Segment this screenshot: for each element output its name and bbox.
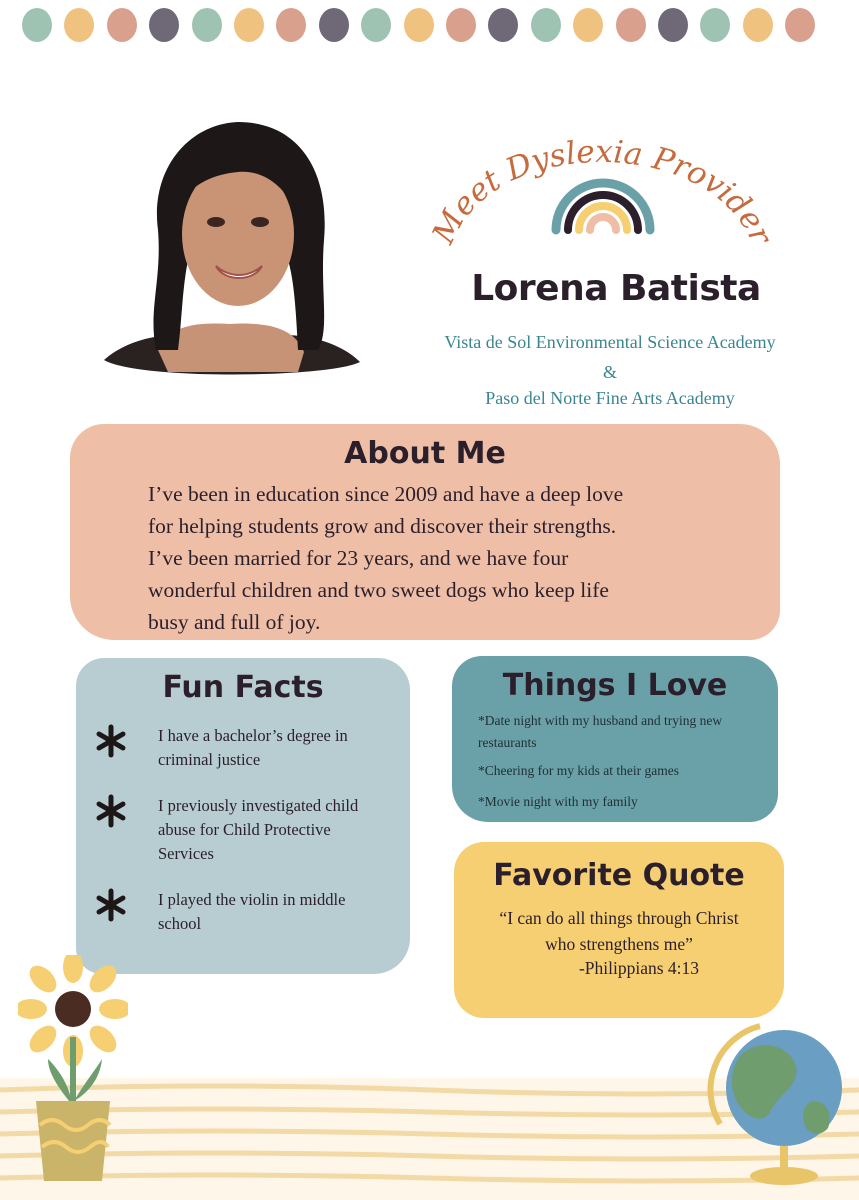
provider-name: Lorena Batista: [471, 268, 761, 309]
fun-fact-line: school: [158, 914, 202, 933]
asterisk-icon: [94, 794, 128, 828]
asterisk-icon: [94, 888, 128, 922]
decorative-dot: [149, 8, 179, 42]
decorative-dot: [64, 8, 94, 42]
school-2: Paso del Norte Fine Arts Academy: [485, 388, 735, 408]
about-line: I’ve been married for 23 years, and we have four: [148, 546, 569, 570]
decorative-dot: [488, 8, 518, 42]
decorative-dot: [22, 8, 52, 42]
quote-line: who strengthens me”: [545, 934, 693, 954]
about-me-text: [148, 478, 748, 638]
fun-fact-line: I previously investigated child: [158, 796, 359, 815]
decorative-dot: [404, 8, 434, 42]
sunflower-illustration: [18, 955, 128, 1185]
arc-title-text: Meet Dyslexia Provider: [425, 133, 780, 250]
decorative-dot: [107, 8, 137, 42]
decorative-dot: [192, 8, 222, 42]
about-line: wonderful children and two sweet dogs who keep life: [148, 578, 609, 602]
about-me-card: [70, 424, 780, 640]
love-line: *Date night with my husband and trying new: [478, 713, 723, 728]
fun-fact-line: Services: [158, 844, 214, 863]
decorative-dot-row: [22, 8, 842, 44]
decorative-dot: [234, 8, 264, 42]
love-item: [478, 791, 768, 813]
fun-fact-line: criminal justice: [158, 750, 261, 769]
love-line: restaurants: [478, 735, 537, 750]
fun-fact-text: [158, 794, 394, 866]
quote-citation: -Philippians 4:13: [578, 958, 700, 978]
love-item: [478, 760, 768, 782]
decorative-dot: [658, 8, 688, 42]
decorative-dot: [785, 8, 815, 42]
decorative-dot: [616, 8, 646, 42]
fun-fact-text: [158, 888, 394, 936]
decorative-dot: [319, 8, 349, 42]
about-line: for helping students grow and discover their strengths.: [148, 514, 617, 538]
quote-line: “I can do all things through Christ: [499, 908, 739, 928]
decorative-dot: [743, 8, 773, 42]
fun-fact-text: [158, 724, 394, 772]
school-ampersand: &: [602, 362, 617, 382]
favorite-quote-heading: Favorite Quote: [493, 858, 745, 893]
about-line: I’ve been in education since 2009 and have a deep love: [148, 482, 624, 506]
fun-fact-line: I have a bachelor’s degree in: [158, 726, 348, 745]
decorative-dot: [446, 8, 476, 42]
portrait-photo: [98, 110, 362, 380]
decorative-dot: [700, 8, 730, 42]
love-line: *Movie night with my family: [478, 794, 638, 809]
fun-facts-card: [76, 658, 410, 974]
love-line: *Cheering for my kids at their games: [478, 763, 679, 778]
asterisk-icon: [94, 724, 128, 758]
decorative-dot: [276, 8, 306, 42]
rainbow-icon: [548, 172, 658, 236]
decorative-dot: [361, 8, 391, 42]
fun-fact-line: I played the violin in middle: [158, 890, 346, 909]
globe-illustration: [700, 1016, 846, 1188]
fun-fact-line: abuse for Child Protective: [158, 820, 331, 839]
fun-facts-heading: Fun Facts: [162, 670, 324, 705]
things-i-love-heading: Things I Love: [502, 668, 728, 703]
decorative-dot: [531, 8, 561, 42]
decorative-dot: [573, 8, 603, 42]
about-line: busy and full of joy.: [148, 610, 321, 634]
about-me-heading: About Me: [344, 436, 506, 471]
school-1: Vista de Sol Environmental Science Academy: [444, 332, 776, 352]
love-item: [478, 710, 768, 754]
things-i-love-card: [452, 656, 778, 822]
favorite-quote-card: [454, 842, 784, 1018]
